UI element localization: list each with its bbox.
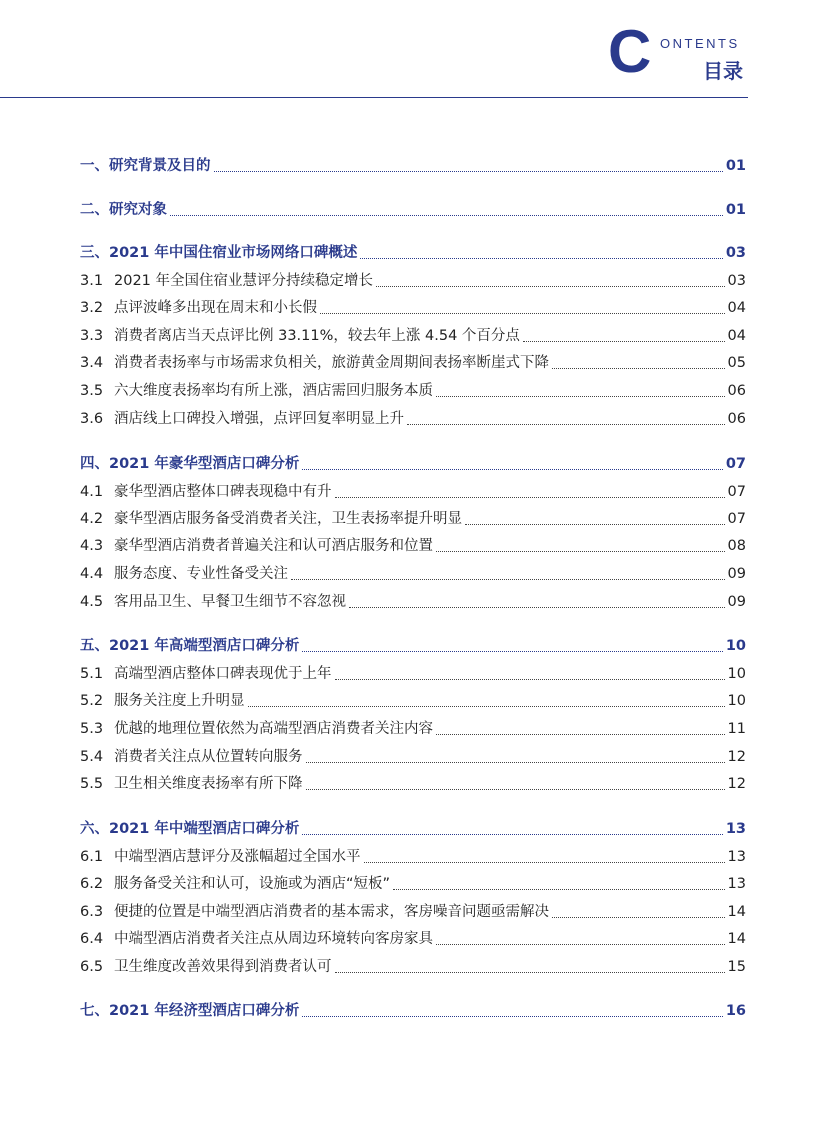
header-divider (0, 97, 748, 98)
toc-dot-leader (335, 971, 725, 973)
toc-entry-title: 2021 年全国住宿业慧评分持续稳定增长 (114, 273, 374, 289)
toc-entry-title: 便捷的位置是中端型酒店消费者的基本需求，客房噪音问题亟需解决 (114, 904, 549, 920)
toc-dot-leader (302, 1015, 722, 1017)
toc-chapter-entry[interactable] (80, 817, 746, 841)
toc-section-entry[interactable] (80, 269, 746, 293)
toc-dot-leader (376, 285, 725, 287)
toc-page-number: 15 (727, 959, 746, 975)
toc-chapter-entry[interactable] (80, 154, 746, 178)
toc-entry-number: 4.1 (80, 484, 104, 500)
toc-entry-number: 5.5 (80, 776, 104, 792)
toc-entry-title: 消费者关注点从位置转向服务 (114, 749, 303, 765)
toc-page-number: 04 (727, 328, 746, 344)
toc-entry-title: 服务关注度上升明显 (114, 693, 245, 709)
toc-page-number: 13 (727, 876, 746, 892)
toc-chapter-entry[interactable] (80, 452, 746, 476)
toc-entry-title: 客用品卫生、早餐卫生细节不容忽视 (114, 594, 346, 610)
toc-dot-leader (436, 943, 725, 945)
toc-page-number: 03 (725, 245, 746, 261)
toc-page-number: 10 (727, 666, 746, 682)
toc-section-entry[interactable] (80, 324, 746, 348)
toc-page-number: 13 (725, 821, 746, 837)
toc-chapter-entry[interactable] (80, 999, 746, 1023)
toc-page-number: 07 (727, 484, 746, 500)
toc-entry-number: 4.5 (80, 594, 104, 610)
toc-section-entry[interactable] (80, 745, 746, 769)
toc-entry-title: 酒店线上口碑投入增强，点评回复率明显上升 (114, 411, 404, 427)
toc-entry-number: 6.2 (80, 876, 104, 892)
toc-entry-number: 6.1 (80, 849, 104, 865)
toc-dot-leader (306, 788, 725, 790)
toc-section-entry[interactable] (80, 379, 746, 403)
toc-entry-title: 豪华型酒店整体口碑表现稳中有升 (114, 484, 332, 500)
toc-dot-leader (302, 468, 722, 470)
toc-entry-number: 5.2 (80, 693, 104, 709)
toc-page-number: 12 (727, 776, 746, 792)
toc-page-number: 13 (727, 849, 746, 865)
toc-dot-leader (214, 170, 723, 172)
toc-section-entry[interactable] (80, 900, 746, 924)
toc-dot-leader (465, 523, 725, 525)
page-header (0, 0, 826, 100)
toc-dot-leader (302, 833, 722, 835)
toc-section-entry[interactable] (80, 689, 746, 713)
toc-entry-title: 中端型酒店慧评分及涨幅超过全国水平 (114, 849, 361, 865)
toc-entry-number: 6.5 (80, 959, 104, 975)
toc-entry-title: 服务备受关注和认可，设施或为酒店“短板” (114, 876, 391, 892)
toc-entry-title: 高端型酒店整体口碑表现优于上年 (114, 666, 332, 682)
toc-entry-title: 七、2021 年经济型酒店口碑分析 (80, 1003, 300, 1019)
toc-page-number: 05 (727, 355, 746, 371)
toc-entry-number: 5.1 (80, 666, 104, 682)
toc-entry-title: 消费者离店当天点评比例 33.11%，较去年上涨 4.54 个百分点 (114, 328, 520, 344)
toc-dot-leader (302, 650, 722, 652)
toc-chapter-entry[interactable] (80, 198, 746, 222)
toc-entry-title: 卫生维度改善效果得到消费者认可 (114, 959, 332, 975)
toc-section-entry[interactable] (80, 480, 746, 504)
toc-entry-number: 4.4 (80, 566, 104, 582)
toc-page-number: 07 (727, 511, 746, 527)
toc-entry-title: 豪华型酒店消费者普遍关注和认可酒店服务和位置 (114, 538, 433, 554)
toc-entry-title: 四、2021 年豪华型酒店口碑分析 (80, 456, 300, 472)
toc-section-entry[interactable] (80, 662, 746, 686)
toc-entry-title: 豪华型酒店服务备受消费者关注，卫生表扬率提升明显 (114, 511, 462, 527)
toc-dot-leader (248, 705, 725, 707)
toc-page-number: 14 (727, 931, 746, 947)
toc-page-number: 11 (727, 721, 746, 737)
toc-section-entry[interactable] (80, 351, 746, 375)
toc-section-entry[interactable] (80, 717, 746, 741)
toc-entry-title: 卫生相关维度表扬率有所下降 (114, 776, 303, 792)
toc-entry-title: 中端型酒店消费者关注点从周边环境转向客房家具 (114, 931, 433, 947)
toc-entry-title: 六大维度表扬率均有所上涨，酒店需回归服务本质 (114, 383, 433, 399)
toc-entry-number: 3.2 (80, 300, 104, 316)
toc-page-number: 03 (727, 273, 746, 289)
toc-page-number: 01 (725, 202, 746, 218)
toc-entry-number: 3.1 (80, 273, 104, 289)
toc-entry-number: 5.3 (80, 721, 104, 737)
toc-entry-title: 优越的地理位置依然为高端型酒店消费者关注内容 (114, 721, 433, 737)
toc-page-number: 09 (727, 594, 746, 610)
toc-chapter-entry[interactable] (80, 241, 746, 265)
contents-label: ONTENTS (660, 36, 740, 51)
toc-entry-number: 5.4 (80, 749, 104, 765)
toc-section-entry[interactable] (80, 590, 746, 614)
toc-entry-number: 3.3 (80, 328, 104, 344)
toc-entry-number: 3.6 (80, 411, 104, 427)
toc-section-entry[interactable] (80, 296, 746, 320)
toc-page-number: 14 (727, 904, 746, 920)
toc-dot-leader (306, 761, 725, 763)
toc-entry-number: 4.2 (80, 511, 104, 527)
toc-page-number: 08 (727, 538, 746, 554)
toc-section-entry[interactable] (80, 407, 746, 431)
toc-page-number: 04 (727, 300, 746, 316)
toc-section-entry[interactable] (80, 562, 746, 586)
toc-dot-leader (436, 550, 725, 552)
toc-dot-leader (335, 496, 725, 498)
toc-section-entry[interactable] (80, 534, 746, 558)
toc-dot-leader (407, 423, 725, 425)
toc-dot-leader (552, 916, 725, 918)
toc-dot-leader (393, 888, 725, 890)
toc-entry-number: 6.4 (80, 931, 104, 947)
toc-section-entry[interactable] (80, 927, 746, 951)
toc-section-entry[interactable] (80, 507, 746, 531)
toc-entry-number: 4.3 (80, 538, 104, 554)
toc-entry-number: 3.4 (80, 355, 104, 371)
toc-entry-title: 二、研究对象 (80, 202, 167, 218)
toc-dot-leader (552, 367, 725, 369)
toc-dot-leader (170, 214, 723, 216)
toc-entry-title: 消费者表扬率与市场需求负相关，旅游黄金周期间表扬率断崖式下降 (114, 355, 549, 371)
toc-section-entry[interactable] (80, 845, 746, 869)
toc-dot-leader (320, 312, 725, 314)
toc-dot-leader (349, 606, 725, 608)
toc-entry-number: 6.3 (80, 904, 104, 920)
toc-dot-leader (436, 733, 725, 735)
toc-page-number: 09 (727, 566, 746, 582)
toc-page-number: 07 (725, 456, 746, 472)
toc-entry-title: 点评波峰多出现在周末和小长假 (114, 300, 317, 316)
toc-page-number: 16 (725, 1003, 746, 1019)
toc-dot-leader (335, 678, 725, 680)
toc-page-number: 10 (727, 693, 746, 709)
toc-section-entry[interactable] (80, 955, 746, 979)
toc-entry-number: 3.5 (80, 383, 104, 399)
toc-chapter-entry[interactable] (80, 634, 746, 658)
toc-section-entry[interactable] (80, 772, 746, 796)
toc-heading: 目录 (703, 59, 743, 83)
toc-page-number: 10 (725, 638, 746, 654)
toc-page-number: 06 (727, 383, 746, 399)
toc-page-number: 06 (727, 411, 746, 427)
toc-dot-leader (523, 340, 725, 342)
toc-dot-leader (436, 395, 725, 397)
toc-dot-leader (360, 257, 722, 259)
toc-entry-title: 三、2021 年中国住宿业市场网络口碑概述 (80, 245, 358, 261)
toc-entry-title: 服务态度、专业性备受关注 (114, 566, 288, 582)
toc-entry-title: 六、2021 年中端型酒店口碑分析 (80, 821, 300, 837)
toc-dot-leader (291, 578, 725, 580)
toc-entry-title: 五、2021 年高端型酒店口碑分析 (80, 638, 300, 654)
toc-entry-title: 一、研究背景及目的 (80, 158, 211, 174)
toc-page-number: 01 (725, 158, 746, 174)
contents-initial-letter: C (608, 18, 652, 85)
toc-page-number: 12 (727, 749, 746, 765)
toc-section-entry[interactable] (80, 872, 746, 896)
toc-dot-leader (364, 861, 725, 863)
